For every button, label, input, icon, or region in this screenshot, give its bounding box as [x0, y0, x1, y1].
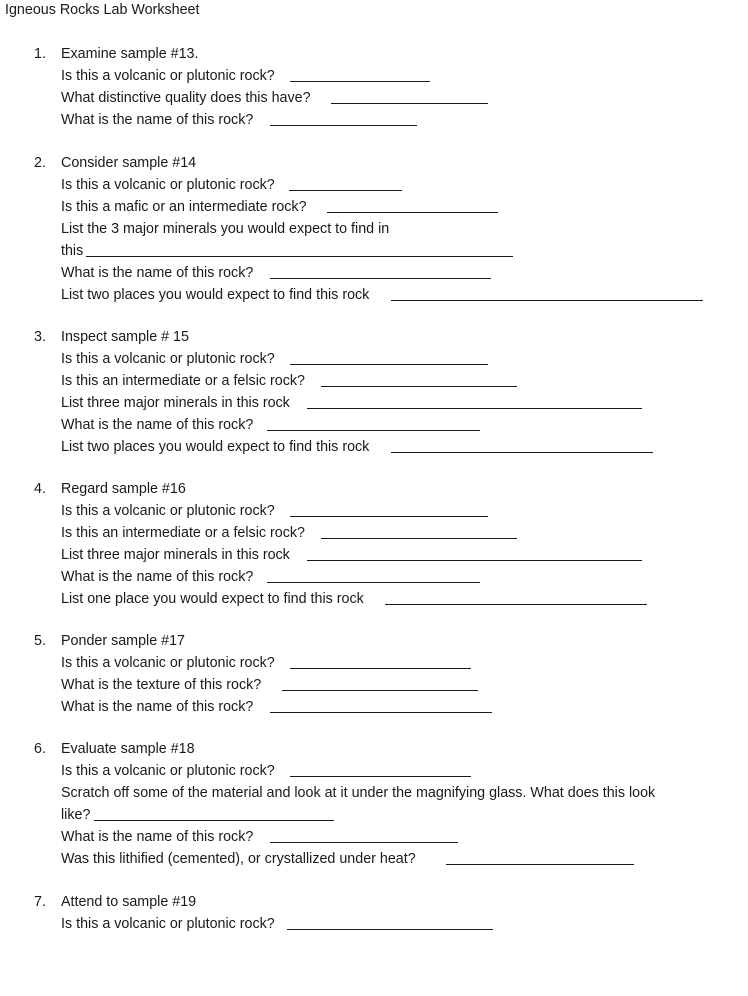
answer-blank[interactable] — [287, 929, 493, 930]
answer-blank[interactable] — [267, 582, 480, 583]
prompt-text: What is the name of this rock? — [61, 265, 254, 281]
answer-blank[interactable] — [391, 300, 703, 301]
question-heading: Attend to sample #19 — [61, 894, 197, 910]
answer-blank[interactable] — [446, 864, 634, 865]
prompt-text: What is the name of this rock? — [61, 569, 254, 585]
question-heading: Examine sample #13. — [61, 46, 199, 62]
answer-blank[interactable] — [307, 560, 642, 561]
question-number: 4. — [34, 481, 46, 497]
answer-blank[interactable] — [267, 430, 480, 431]
worksheet-title: Igneous Rocks Lab Worksheet — [5, 2, 200, 18]
answer-blank[interactable] — [331, 103, 488, 104]
answer-blank[interactable] — [94, 820, 334, 821]
answer-blank[interactable] — [290, 516, 488, 517]
prompt-text: Is this a volcanic or plutonic rock? — [61, 351, 275, 367]
question-number: 7. — [34, 894, 46, 910]
prompt-text: Is this a volcanic or plutonic rock? — [61, 916, 275, 932]
prompt-text: this — [61, 243, 84, 259]
question-heading: Evaluate sample #18 — [61, 741, 195, 757]
answer-blank[interactable] — [321, 386, 517, 387]
question-number: 3. — [34, 329, 46, 345]
prompt-text: Is this an intermediate or a felsic rock? — [61, 525, 305, 541]
answer-blank[interactable] — [327, 212, 498, 213]
answer-blank[interactable] — [307, 408, 642, 409]
prompt-text: What is the name of this rock? — [61, 699, 254, 715]
prompt-text: Is this a mafic or an intermediate rock? — [61, 199, 307, 215]
question-number: 6. — [34, 741, 46, 757]
question-number: 5. — [34, 633, 46, 649]
prompt-text: Is this a volcanic or plutonic rock? — [61, 177, 275, 193]
question-number: 1. — [34, 46, 46, 62]
prompt-text: Scratch off some of the material and look at it under the magnifying glass. What does this look — [61, 785, 656, 801]
answer-blank[interactable] — [391, 452, 653, 453]
prompt-text: Is this a volcanic or plutonic rock? — [61, 68, 275, 84]
answer-blank[interactable] — [270, 278, 491, 279]
prompt-text: Is this a volcanic or plutonic rock? — [61, 503, 275, 519]
answer-blank[interactable] — [290, 81, 430, 82]
answer-blank[interactable] — [385, 604, 647, 605]
prompt-text: List three major minerals in this rock — [61, 395, 290, 411]
prompt-text: List two places you would expect to find this rock — [61, 287, 370, 303]
prompt-text: List one place you would expect to find this rock — [61, 591, 364, 607]
prompt-text: Is this a volcanic or plutonic rock? — [61, 655, 275, 671]
question-heading: Consider sample #14 — [61, 155, 197, 171]
answer-blank[interactable] — [290, 776, 471, 777]
prompt-text: Is this an intermediate or a felsic rock? — [61, 373, 305, 389]
prompt-text: List two places you would expect to find this rock — [61, 439, 370, 455]
prompt-text: What is the name of this rock? — [61, 417, 254, 433]
answer-blank[interactable] — [270, 125, 417, 126]
prompt-text: List the 3 major minerals you would expect to find in — [61, 221, 390, 237]
prompt-text: What distinctive quality does this have? — [61, 90, 311, 106]
question-heading: Regard sample #16 — [61, 481, 186, 497]
answer-blank[interactable] — [86, 256, 513, 257]
prompt-text: What is the name of this rock? — [61, 112, 254, 128]
prompt-text: like? — [61, 807, 91, 823]
prompt-text: Was this lithified (cemented), or crystallized under heat? — [61, 851, 416, 867]
answer-blank[interactable] — [290, 668, 471, 669]
question-heading: Ponder sample #17 — [61, 633, 185, 649]
prompt-text: Is this a volcanic or plutonic rock? — [61, 763, 275, 779]
prompt-text: List three major minerals in this rock — [61, 547, 290, 563]
prompt-text: What is the name of this rock? — [61, 829, 254, 845]
answer-blank[interactable] — [290, 364, 488, 365]
answer-blank[interactable] — [289, 190, 402, 191]
question-heading: Inspect sample # 15 — [61, 329, 189, 345]
answer-blank[interactable] — [270, 712, 492, 713]
question-number: 2. — [34, 155, 46, 171]
prompt-text: What is the texture of this rock? — [61, 677, 262, 693]
answer-blank[interactable] — [282, 690, 478, 691]
answer-blank[interactable] — [270, 842, 458, 843]
answer-blank[interactable] — [321, 538, 517, 539]
